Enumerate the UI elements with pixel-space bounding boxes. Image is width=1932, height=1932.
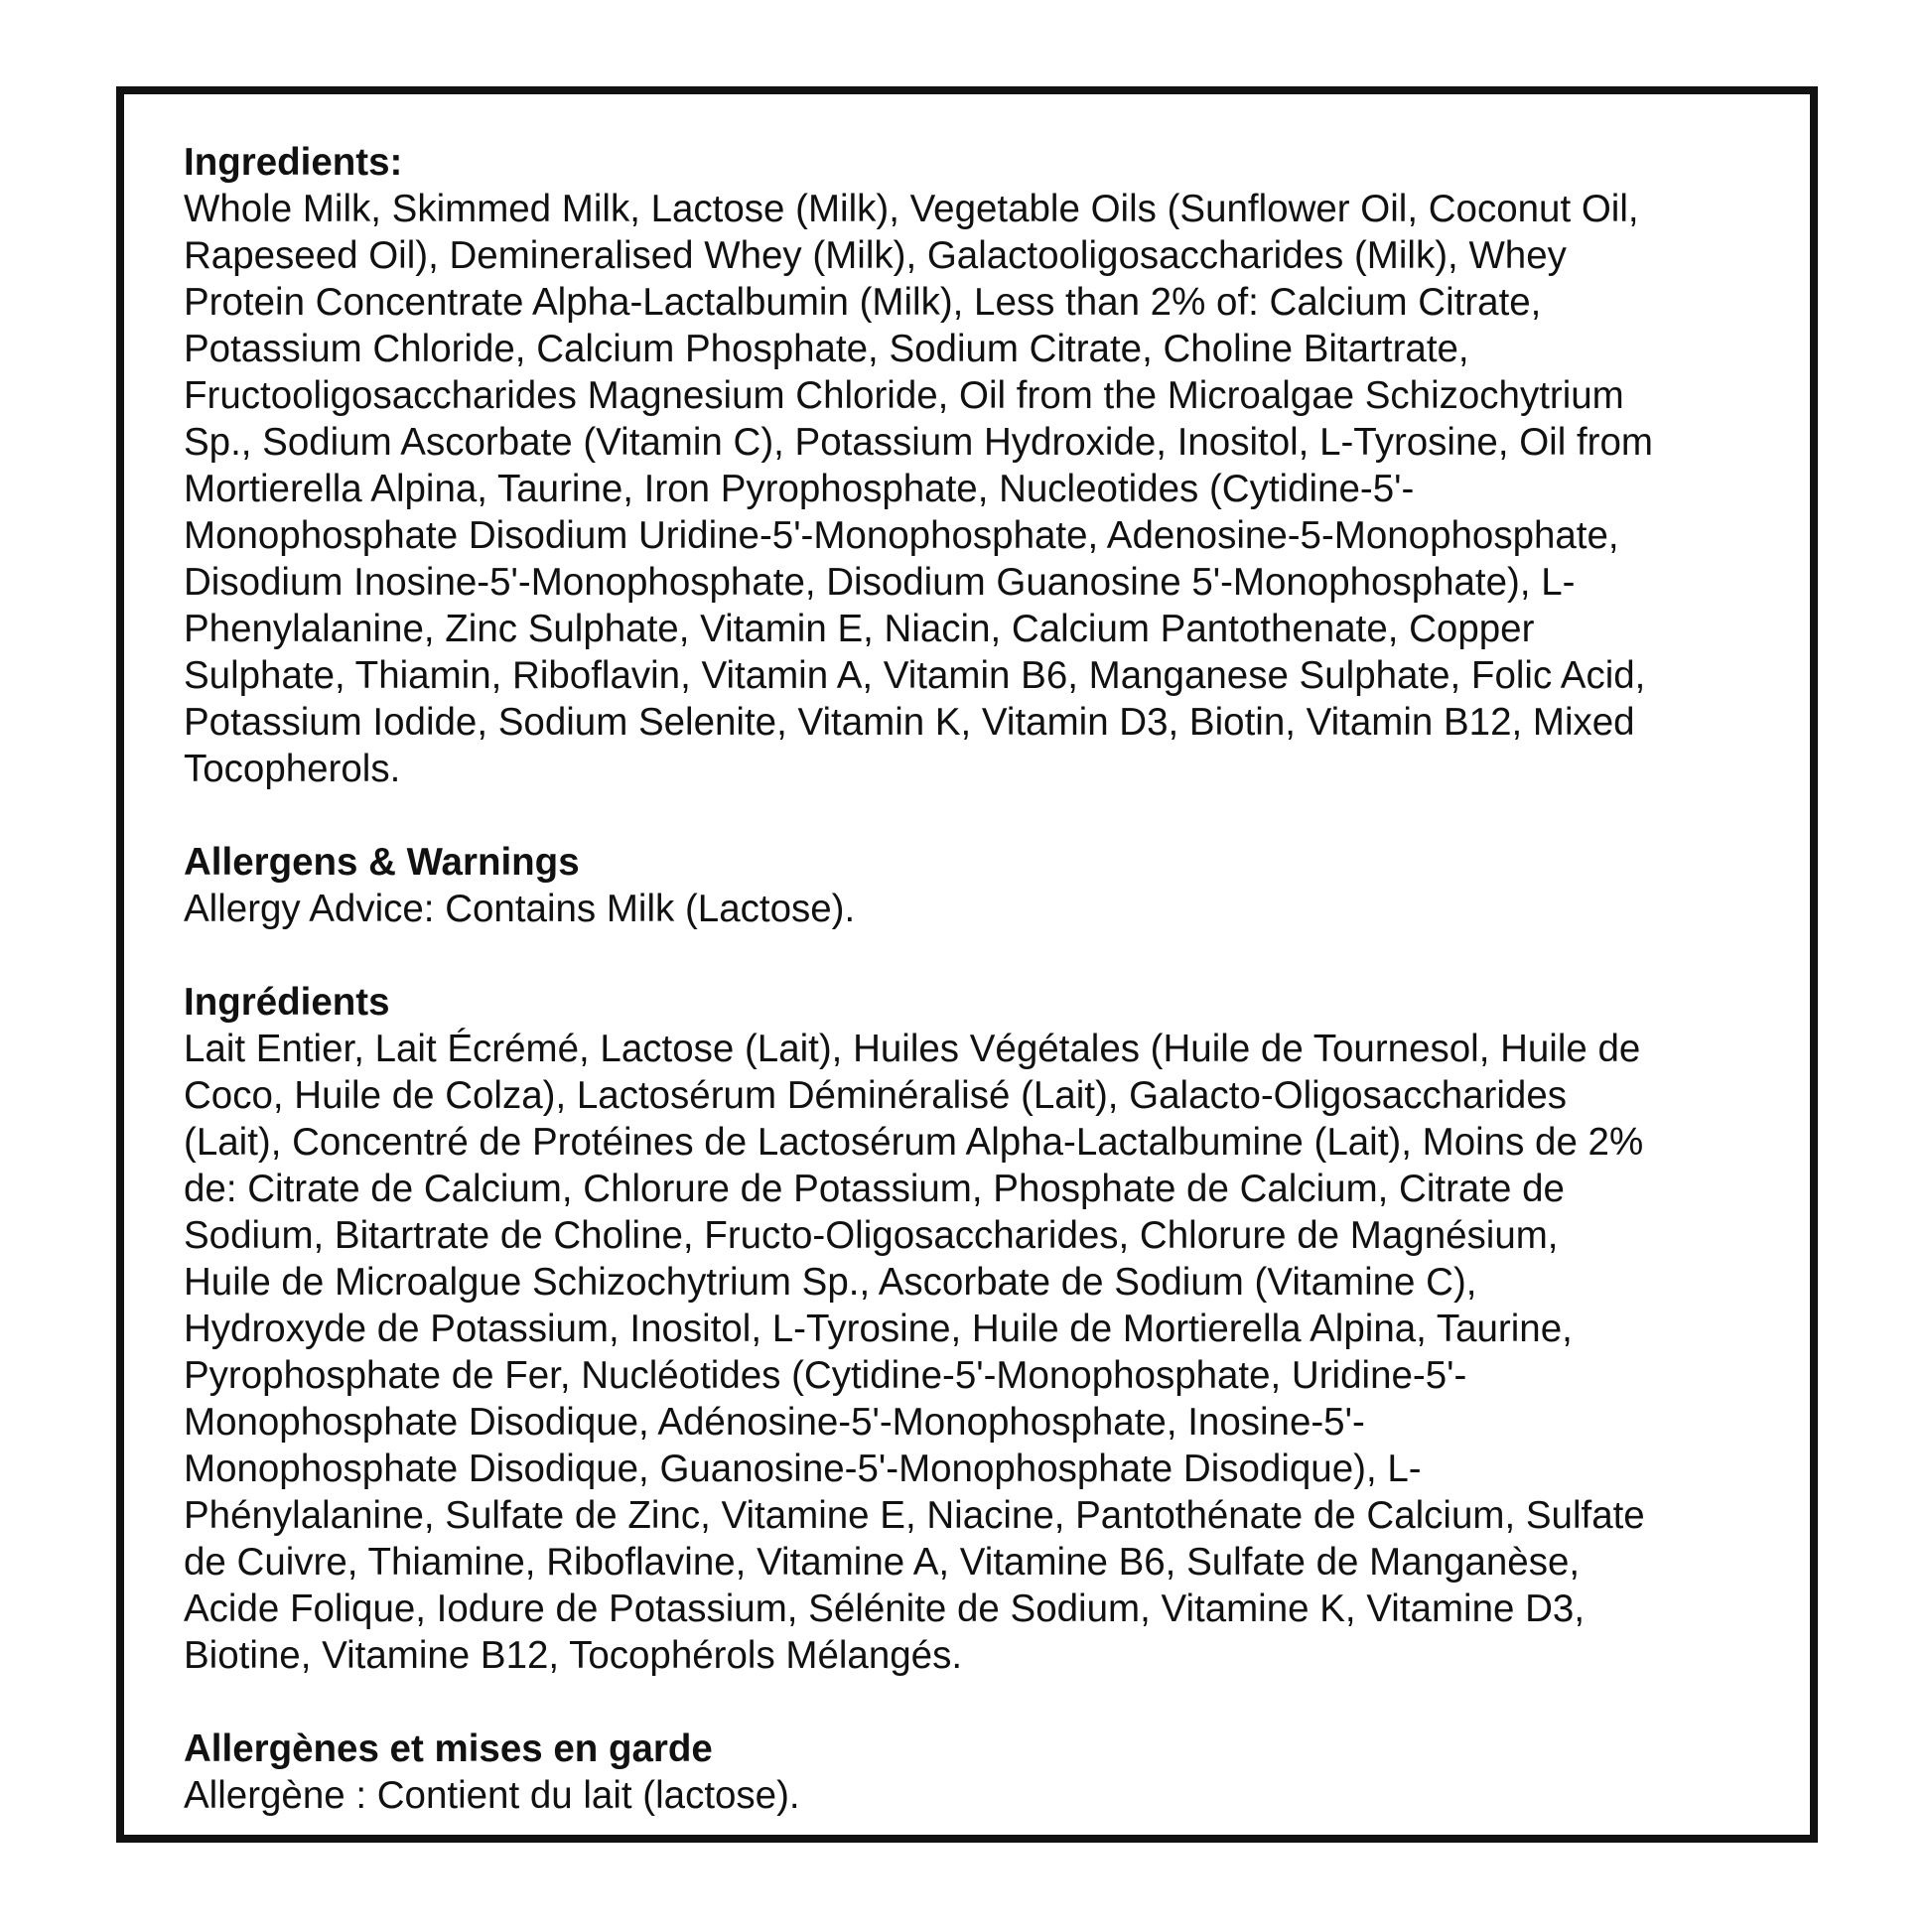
section-spacer	[184, 792, 1772, 839]
allergens-fr-section	[184, 1725, 1772, 1819]
text-line: Biotine, Vitamine B12, Tocophérols Mélangés.	[184, 1634, 963, 1677]
section-body	[184, 186, 1772, 792]
text-line: Potassium Iodide, Sodium Selenite, Vitamin K, Vitamin D3, Biotin, Vitamin B12, Mixed	[184, 701, 1635, 744]
text-line: (Lait), Concentré de Protéines de Lactosérum Alpha-Lactalbumine (Lait), Moins de 2%	[184, 1121, 1644, 1164]
text-line: Pyrophosphate de Fer, Nucléotides (Cytidine-5'-Monophosphate, Uridine-5'-	[184, 1354, 1467, 1397]
text-line: Acide Folique, Iodure de Potassium, Sélénite de Sodium, Vitamine K, Vitamine D3,	[184, 1587, 1586, 1630]
text-line: Phenylalanine, Zinc Sulphate, Vitamin E, Niacin, Calcium Pantothenate, Copper	[184, 608, 1535, 650]
text-line: Whole Milk, Skimmed Milk, Lactose (Milk), Vegetable Oils (Sunflower Oil, Coconut Oil,	[184, 188, 1639, 230]
text-line: Potassium Chloride, Calcium Phosphate, Sodium Citrate, Choline Bitartrate,	[184, 328, 1469, 370]
ingredients-fr-section	[184, 979, 1772, 1679]
text-line: Phénylalanine, Sulfate de Zinc, Vitamine E, Niacine, Pantothénate de Calcium, Sulfate	[184, 1494, 1645, 1537]
section-body	[184, 1772, 1772, 1819]
text-line: Allergène : Contient du lait (lactose).	[184, 1774, 800, 1817]
section-heading: Ingrédients	[184, 981, 390, 1024]
section-body	[184, 1026, 1772, 1679]
text-line: Coco, Huile de Colza), Lactosérum Déminéralisé (Lait), Galacto-Oligosaccharides	[184, 1074, 1567, 1117]
section-spacer	[184, 1679, 1772, 1725]
section-heading: Ingredients:	[184, 141, 403, 184]
text-line: Disodium Inosine-5'-Monophosphate, Disodium Guanosine 5'-Monophosphate), L-	[184, 561, 1576, 604]
text-line: Rapeseed Oil), Demineralised Whey (Milk), Galactooligosaccharides (Milk), Whey	[184, 234, 1567, 277]
text-line: Protein Concentrate Alpha-Lactalbumin (Milk), Less than 2% of: Calcium Citrate,	[184, 281, 1542, 324]
text-line: Hydroxyde de Potassium, Inositol, L-Tyrosine, Huile de Mortierella Alpina, Taurine,	[184, 1308, 1573, 1350]
text-line: Huile de Microalgue Schizochytrium Sp., Ascorbate de Sodium (Vitamine C),	[184, 1261, 1477, 1304]
text-line: Monophosphate Disodique, Adénosine-5'-Monophosphate, Inosine-5'-	[184, 1401, 1365, 1444]
label-content	[184, 139, 1772, 1819]
text-line: Sp., Sodium Ascorbate (Vitamin C), Potassium Hydroxide, Inositol, L-Tyrosine, Oil from	[184, 421, 1653, 464]
text-line: Allergy Advice: Contains Milk (Lactose).	[184, 888, 856, 930]
text-line: Sodium, Bitartrate de Choline, Fructo-Oligosaccharides, Chlorure de Magnésium,	[184, 1214, 1559, 1257]
allergens-section	[184, 839, 1772, 932]
text-line: de Cuivre, Thiamine, Riboflavine, Vitamine A, Vitamine B6, Sulfate de Manganèse,	[184, 1541, 1581, 1584]
text-line: Monophosphate Disodique, Guanosine-5'-Monophosphate Disodique), L-	[184, 1448, 1422, 1490]
section-heading: Allergènes et mises en garde	[184, 1727, 713, 1770]
text-line: de: Citrate de Calcium, Chlorure de Potassium, Phosphate de Calcium, Citrate de	[184, 1168, 1565, 1210]
text-line: Tocopherols.	[184, 748, 401, 790]
text-line: Mortierella Alpina, Taurine, Iron Pyrophosphate, Nucleotides (Cytidine-5'-	[184, 468, 1415, 510]
section-body	[184, 886, 1772, 932]
text-line: Fructooligosaccharides Magnesium Chloride, Oil from the Microalgae Schizochytrium	[184, 374, 1624, 417]
section-heading: Allergens & Warnings	[184, 841, 580, 884]
text-line: Lait Entier, Lait Écrémé, Lactose (Lait), Huiles Végétales (Huile de Tournesol, Huile de	[184, 1028, 1641, 1070]
text-line: Monophosphate Disodium Uridine-5'-Monophosphate, Adenosine-5-Monophosphate,	[184, 514, 1619, 557]
text-line: Sulphate, Thiamin, Riboflavin, Vitamin A, Vitamin B6, Manganese Sulphate, Folic Acid,	[184, 654, 1646, 697]
ingredients-section	[184, 139, 1772, 792]
section-spacer	[184, 932, 1772, 979]
